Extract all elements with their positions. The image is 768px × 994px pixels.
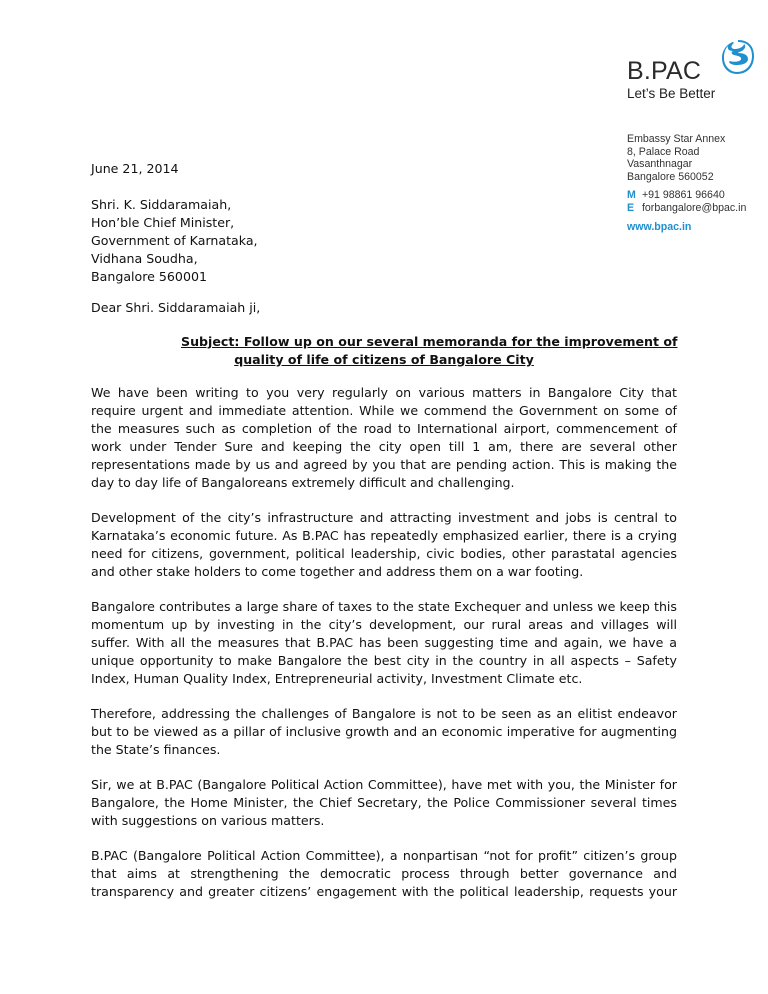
recipient-line: Shri. K. Siddaramaiah, (91, 197, 232, 212)
email-address[interactable]: forbangalore@bpac.in (641, 201, 747, 214)
mobile-number[interactable]: +91 98861 96640 (641, 189, 725, 202)
letter-body (91, 384, 677, 918)
address-line: Bangalore 560052 (627, 170, 714, 183)
address-line: 8, Palace Road (627, 145, 700, 158)
body-paragraph: Therefore, addressing the challenges of Bangalore is not to be seen as an elitist endeavor but to be viewed as a pillar of inclusive growth and an economic imperative for augmenting the State’s finances. (91, 706, 677, 757)
subject-line-2: quality of life of citizens of Bangalore City (234, 352, 534, 367)
recipient-line: Bangalore 560001 (91, 269, 207, 284)
email-label: E (627, 201, 635, 214)
body-paragraph: Development of the city’s infrastructure and attracting investment and jobs is central to Karnataka’s economic future. As B.PAC has repeatedly emphasized earlier, there is a crying need for citizens, government, political leadership, civic bodies, other parastatal agencies and other stake holders to come together and address them on a war footing. (91, 510, 677, 579)
body-paragraph: Bangalore contributes a large share of taxes to the state Exchequer and unless we keep this momentum up by investing in the city’s development, our rural areas and villages will suffer. With all the measures that B.PAC has been suggesting time and again, we have a unique opportunity to make Bangalore the best city in the country in all aspects – Safety Index, Human Quality Index, Entrepreneurial activity, Investment Climate etc. (91, 599, 677, 686)
logo-tagline: Let’s Be Better (627, 86, 716, 101)
mobile-label: M (627, 189, 636, 202)
recipient-line: Hon’ble Chief Minister, (91, 215, 235, 230)
bpac-swirl-icon (720, 38, 756, 76)
salutation: Dear Shri. Siddaramaiah ji, (91, 300, 261, 315)
recipient-line: Government of Karnataka, (91, 233, 258, 248)
body-paragraph: B.PAC (Bangalore Political Action Committee), a nonpartisan “not for profit” citizen’s group that aims at strengthening the democratic process through better governance and transparency and greater citizens’ engagement with the political leadership, requests your (91, 848, 677, 899)
body-paragraph: Sir, we at B.PAC (Bangalore Political Action Committee), have met with you, the Minister for Bangalore, the Home Minister, the Chief Secretary, the Police Commissioner several times with suggestions on various matters. (91, 777, 677, 828)
letter-date: June 21, 2014 (91, 161, 179, 176)
address-line: Vasanthnagar (627, 158, 693, 171)
address-line: Embassy Star Annex (627, 133, 726, 145)
recipient-address (91, 196, 677, 286)
bpac-logo (624, 38, 764, 104)
subject-line-1: Subject: Follow up on our several memoranda for the improvement of (181, 334, 678, 349)
body-paragraph: We have been writing to you very regularly on various matters in Bangalore City that require urgent and immediate attention. While we commend the Government on some of the measures such as completion of the road to International airport, commencement of work under Tender Sure and keeping the city open till 1 am, there are several other representations made by us and agreed by you that are pending action. This is making the day to day life of Bangaloreans extremely difficult and challenging. (91, 385, 677, 490)
logo-name: B.PAC (627, 57, 702, 85)
subject-line (91, 333, 677, 369)
website-link[interactable]: www.bpac.in (627, 220, 692, 233)
recipient-line: Vidhana Soudha, (91, 251, 198, 266)
